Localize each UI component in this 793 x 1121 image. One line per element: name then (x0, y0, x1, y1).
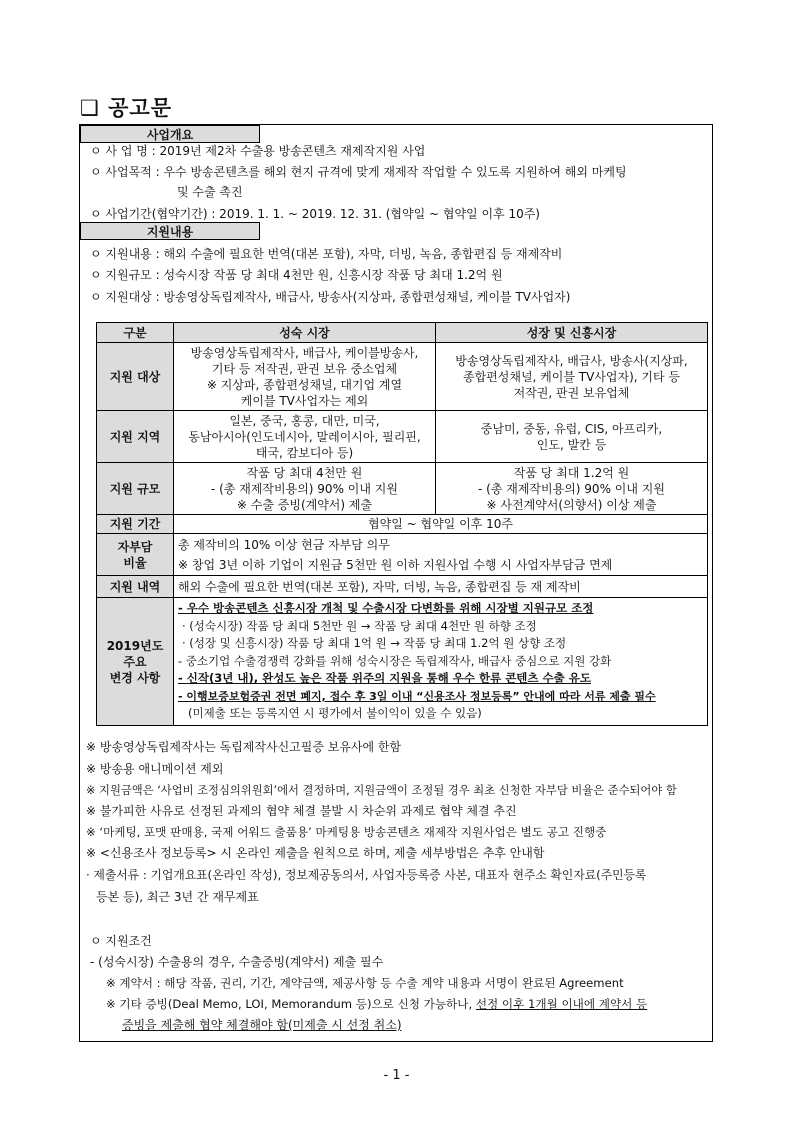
condition-line: 증빙을 제출해 협약 체결해야 함(미제출 시 선정 취소) (122, 1018, 402, 1032)
table-row-period (97, 515, 708, 534)
project-purpose-cont: 및 수출 촉진 (177, 185, 243, 199)
submission-docs-cont: 등본 등), 최근 3년 간 재무제표 (96, 890, 259, 904)
page-number: - 1 - (383, 1068, 410, 1083)
note-item: ※ <신용조사 정보등록> 시 온라인 제출을 원칙으로 하며, 제출 세부방법은 추후 안내함 (86, 846, 545, 860)
period-value: 협약일 ~ 협약일 이후 10주 (174, 515, 708, 534)
row-label-selfpay: 자부담 비율 (97, 534, 174, 576)
row-label-target: 지원 대상 (97, 343, 174, 411)
scale-growth: 작품 당 최대 1.2억 원 - (총 재제작비용의) 90% 이내 지원 ※ 사전계약서(의향서) 이상 제출 (436, 463, 708, 515)
change-item: - 이행보증보험증권 전면 폐지, 접수 후 3일 이내 “신용조사 정보등록” 안내에 따라 서류 제출 필수 (178, 689, 656, 703)
table-row-target (97, 343, 708, 411)
table-header-row (97, 323, 708, 343)
target-growth: 방송영상독립제작사, 배급사, 방송사(지상파, 종합편성채널, 케이블 TV사업자), 기타 등 저작권, 판권 보유업체 (436, 343, 708, 411)
table-row-selfpay (97, 534, 708, 576)
submission-docs: · 제출서류 : 기업개요표(온라인 작성), 정보제공동의서, 사업자등록증 사본, 대표자 현주소 확인자료(주민등록 (86, 868, 647, 882)
page-title: ❑ 공고문 (80, 96, 172, 120)
row-label-detail: 지원 내역 (97, 576, 174, 598)
project-purpose: ㅇ 사업목적 : 우수 방송콘텐츠를 해외 현지 규격에 맞게 재제작 작업할 수 있도록 지원하여 해외 마케팅 (90, 165, 627, 179)
header-growth-market: 성장 및 신흥시장 (436, 323, 708, 343)
support-table (96, 322, 708, 726)
table-row-scale (97, 463, 708, 515)
table-row-detail (97, 576, 708, 598)
support-section-label: 지원내용 (80, 222, 260, 240)
scale-mature: 작품 당 최대 4천만 원 - (총 재제작비용의) 90% 이내 지원 ※ 수출 증빙(계약서) 제출 (174, 463, 436, 515)
row-label-scale: 지원 규모 (97, 463, 174, 515)
row-label-period: 지원 기간 (97, 515, 174, 534)
table-row-region (97, 411, 708, 463)
support-content: ㅇ 지원내용 : 해외 수출에 필요한 번역(대본 포함), 자막, 더빙, 녹음, 종합편집 등 재제작비 (90, 247, 563, 261)
change-item: - 우수 방송콘텐츠 신흥시장 개척 및 수출시장 다변화를 위해 시장별 지원규모 조정 (178, 601, 594, 616)
change-item: · (성숙시장) 작품 당 최대 5천만 원 → 작품 당 최대 4천만 원 하향 조정 (182, 618, 537, 633)
conditions-title: ㅇ 지원조건 (90, 934, 152, 948)
change-item: · (성장 및 신흥시장) 작품 당 최대 1억 원 → 작품 당 최대 1.2억 원 상향 조정 (182, 636, 567, 651)
note-item: ※ 방송용 애니메이션 제외 (86, 762, 224, 776)
condition-line: - (성숙시장) 수출용의 경우, 수출증빙(계약서) 제출 필수 (90, 955, 384, 969)
detail-value: 해외 수출에 필요한 번역(대본 포함), 자막, 더빙, 녹음, 종합편집 등 재 제작비 (174, 576, 708, 598)
note-item: ※ ‘마케팅, 포맷 판매용, 국제 어워드 출품용’ 마케팅용 방송콘텐츠 재제작 지원사업은 별도 공고 진행중 (86, 825, 607, 839)
support-scale: ㅇ 지원규모 : 성숙시장 작품 당 최대 4천만 원, 신흥시장 작품 당 최대 1.2억 원 (90, 268, 503, 282)
support-target: ㅇ 지원대상 : 방송영상독립제작사, 배급사, 방송사(지상파, 종합편성채널, 케이블 TV사업자) (90, 290, 571, 304)
region-mature: 일본, 중국, 홍콩, 대만, 미국, 동남아시아(인도네시아, 말레이시아, 필리핀, 태국, 캄보디아 등) (174, 411, 436, 463)
changes-value (174, 598, 708, 726)
table-row-changes (97, 598, 708, 726)
note-item: ※ 불가피한 사유로 선정된 과제의 협약 체결 불발 시 차순위 과제로 협약 체결 추진 (86, 804, 517, 818)
condition-line: ※ 기타 증빙(Deal Memo, LOI, Memorandum 등)으로 신청 가능하나, 선정 이후 1개월 이내에 계약서 등 (106, 997, 648, 1011)
condition-line: ※ 계약서 : 해당 작품, 권리, 기간, 계약금액, 제공사항 등 수출 계약 내용과 서명이 완료된 Agreement (106, 976, 624, 990)
change-item: - 신작(3년 내), 완성도 높은 작품 위주의 지원을 통해 우수 한류 콘텐츠 수출 유도 (178, 671, 591, 686)
change-item: (미제출 또는 등록지연 시 평가에서 불이익이 있을 수 있음) (188, 706, 482, 721)
note-item: ※ 지원금액은 ‘사업비 조정심의위원회’에서 결정하며, 지원금액이 조정될 경우 최초 신청한 자부담 비율은 준수되어야 함 (86, 784, 677, 797)
region-growth: 중남미, 중동, 유럽, CIS, 아프리카, 인도, 발칸 등 (436, 411, 708, 463)
row-label-changes: 2019년도 주요 변경 사항 (97, 598, 174, 726)
note-item: ※ 방송영상독립제작사는 독립제작사신고필증 보유사에 한함 (86, 740, 402, 754)
row-label-region: 지원 지역 (97, 411, 174, 463)
change-item: - 중소기업 수출경쟁력 강화를 위해 성숙시장은 독립제작사, 배급사 중심으로 지원 강화 (178, 653, 612, 668)
overview-section-label: 사업개요 (80, 125, 260, 143)
header-category: 구분 (97, 323, 174, 343)
project-period: ㅇ 사업기간(협약기간) : 2019. 1. 1. ~ 2019. 12. 31. (협약일 ~ 협약일 이후 10주) (90, 207, 540, 221)
project-name: ㅇ 사 업 명 : 2019년 제2차 수출용 방송콘텐츠 재제작지원 사업 (90, 144, 426, 158)
header-mature-market: 성숙 시장 (174, 323, 436, 343)
selfpay-value: 총 제작비의 10% 이상 현금 자부담 의무 ※ 창업 3년 이하 기업이 지원금 5천만 원 이하 지원사업 수행 시 사업자부담금 면제 (174, 534, 708, 576)
target-mature: 방송영상독립제작사, 배급사, 케이블방송사, 기타 등 저작권, 판권 보유 중소업체 ※ 지상파, 종합편성채널, 대기업 계열 케이블 TV사업자는 제외 (174, 343, 436, 411)
